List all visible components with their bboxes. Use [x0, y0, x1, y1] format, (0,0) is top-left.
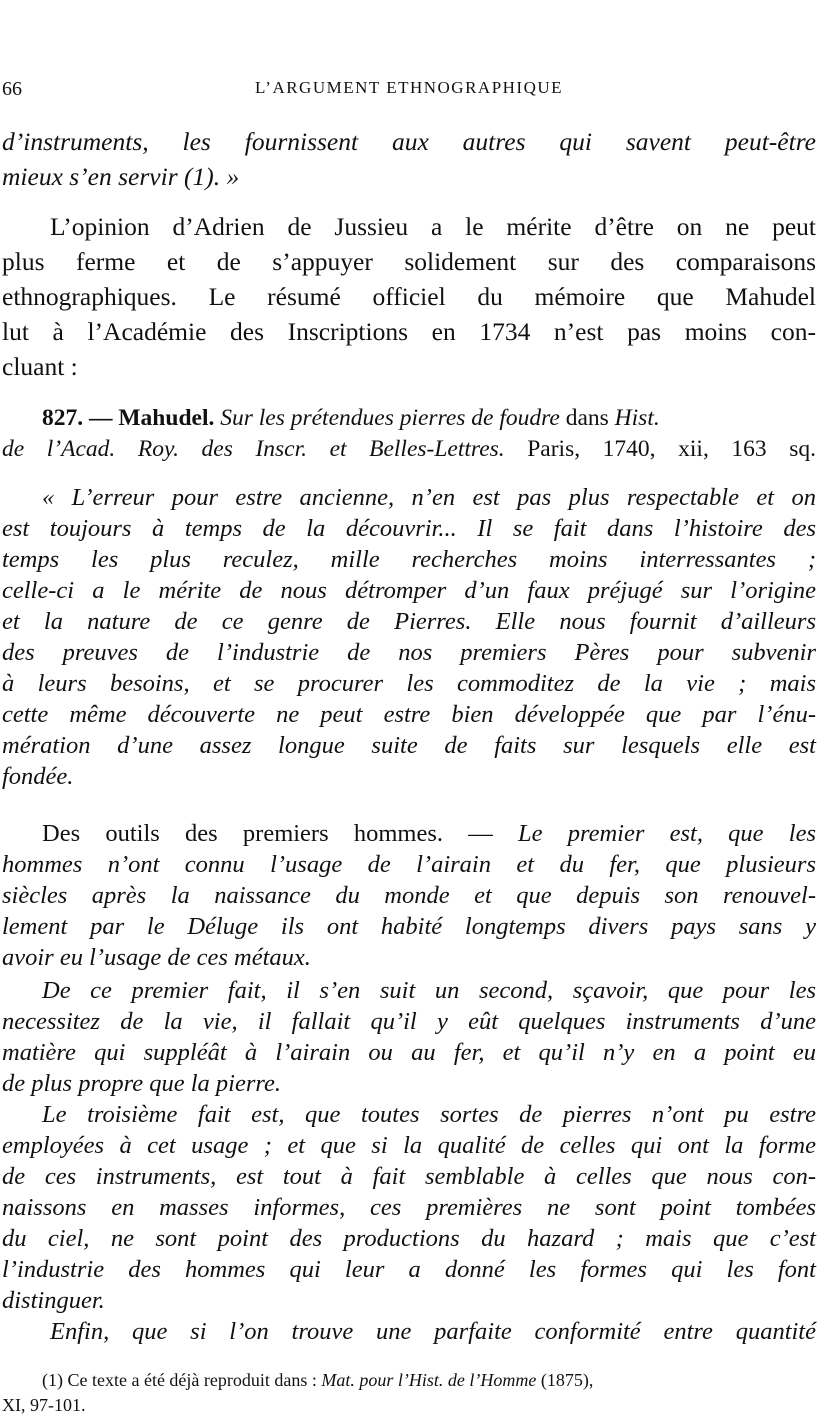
text-line: à leurs besoins, et se procurer les commoditez de la vie ; mais: [2, 670, 816, 697]
text-line: est toujours à temps de la découvrir... Il se fait dans l’histoire des: [2, 515, 816, 542]
running-title: L’ARGUMENT ETHNOGRAPHIQUE: [254, 78, 564, 97]
reference-line: de l’Acad. Roy. des Inscr. et Belles-Lettres. Paris, 1740, xii, 163 sq.: [2, 436, 816, 462]
page-number: 66: [2, 78, 22, 100]
reference-line: 827. — Mahudel. Sur les prétendues pierres de foudre dans Hist.: [42, 405, 660, 431]
text-line: et la nature de ce genre de Pierres. Elle nous fournit d’ailleurs: [2, 608, 816, 635]
text-line: matière qui suppléât à l’airain ou au fer, et qu’il n’y en a point eu: [2, 1039, 816, 1066]
text-line: Enfin, que si l’on trouve une parfaite conformité entre quantité: [50, 1318, 816, 1345]
text-line: lement par le Déluge ils ont habité longtemps divers pays sans y: [2, 913, 816, 940]
text-line: ethnographiques. Le résumé officiel du mémoire que Mahudel: [2, 282, 816, 311]
reference-title: Sur les prétendues pierres de foudre: [220, 405, 560, 431]
page-header: [2, 78, 816, 110]
text-line: distinguer.: [2, 1287, 105, 1314]
text-line: « L’erreur pour estre ancienne, n’en est pas plus respectable et on: [42, 484, 816, 511]
text-line: mieux s’en servir (1). »: [2, 162, 240, 191]
text-line: hommes n’ont connu l’usage de l’airain et du fer, que plusieurs: [2, 851, 816, 878]
quote-paragraph: [2, 1099, 816, 1316]
text-line: mération d’une assez longue suite de faits sur lesquels elle est: [2, 732, 816, 759]
text-line: de ces instruments, est tout à fait semblable à celles que nous con-: [2, 1163, 816, 1190]
footnote-line: (1) Ce texte a été déjà reproduit dans : Mat. pour l’Hist. de l’Homme (1875),: [42, 1370, 594, 1390]
reference-number: 827. —: [42, 405, 113, 431]
text-line: des preuves de l’industrie de nos premiers Pères pour subvenir: [2, 639, 816, 666]
text-line: necessitez de la vie, il fallait qu’il y eût quelques instruments d’une: [2, 1008, 816, 1035]
text-line: Des outils des premiers hommes. — Le premier est, que les: [42, 820, 817, 847]
text-line: du ciel, ne sont point des productions du hazard ; mais que c’est: [2, 1225, 816, 1252]
text-line: cette même découverte ne peut estre bien développée que par l’énu-: [2, 701, 816, 728]
text-line: employées à cet usage ; et que si la qualité de celles qui ont la forme: [2, 1132, 816, 1159]
paragraph-jussieu: [2, 209, 816, 384]
text-line: temps les plus reculez, mille recherches moins interressantes ;: [2, 546, 816, 573]
text-line: fondée.: [2, 763, 74, 790]
text-line: L’opinion d’Adrien de Jussieu a le mérite d’être on ne peut: [50, 212, 816, 241]
footnote: [2, 1368, 816, 1418]
text-line: avoir eu l’usage de ces métaux.: [2, 944, 311, 971]
reference-827: [2, 403, 816, 465]
text-line: De ce premier fait, il s’en suit un second, sçavoir, que pour les: [42, 977, 816, 1004]
reference-author: Mahudel.: [118, 405, 215, 431]
text-line: celle-ci a le mérite de nous détromper d’un faux préjugé sur l’origine: [2, 577, 816, 604]
text-line: Le troisième fait est, que toutes sortes de pierres n’ont pu estre: [42, 1101, 816, 1128]
text-line: de plus propre que la pierre.: [2, 1070, 281, 1097]
quote-paragraph: [2, 482, 816, 792]
text-line: siècles après la naissance du monde et que depuis son renouvel-: [2, 882, 816, 909]
paragraph-continuation: [2, 124, 816, 194]
footnote-line: XI, 97-101.: [2, 1395, 86, 1415]
text-line: naissons en masses informes, ces premières ne sont point tombées: [2, 1194, 816, 1221]
quote-paragraph: [2, 818, 816, 973]
text-line: lut à l’Académie des Inscriptions en 1734 n’est pas moins con-: [2, 317, 816, 346]
text-line: l’industrie des hommes qui leur a donné les formes qui les font: [2, 1256, 816, 1283]
quote-paragraph: [2, 1316, 816, 1347]
text-line: d’instruments, les fournissent aux autres qui savent peut-être: [2, 127, 816, 156]
text-line: cluant :: [2, 352, 78, 381]
quote-paragraph: [2, 975, 816, 1099]
text-line: plus ferme et de s’appuyer solidement sur des comparaisons: [2, 247, 816, 276]
